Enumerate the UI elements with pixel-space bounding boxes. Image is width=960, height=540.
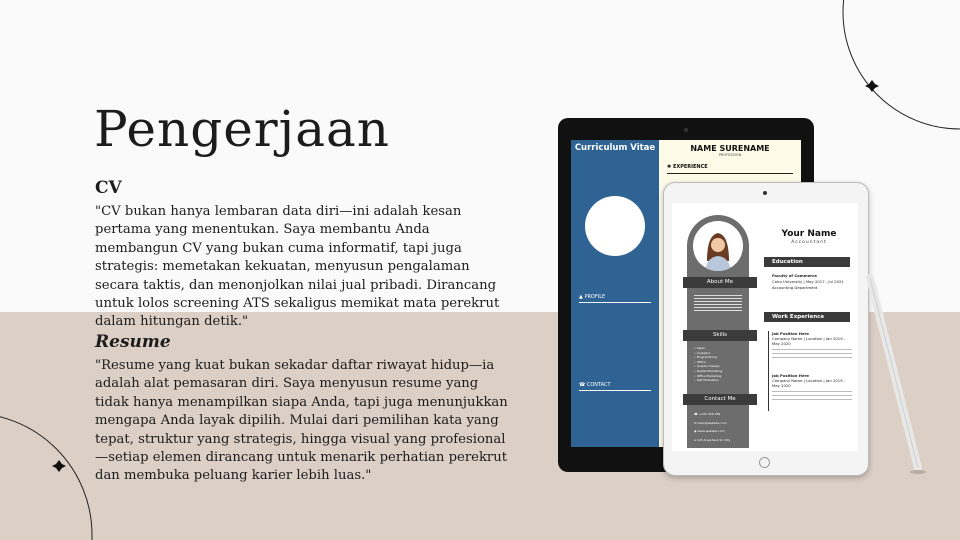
skill-item: • Office: [694, 359, 706, 364]
contact-item: ⌂ 123 Anywhere St. City: [694, 437, 731, 442]
cv-contact-label: CONTACT: [586, 382, 611, 388]
cv-description: "CV bukan hanya lembaran data diri—ini adalah kesan pertama yang menentukan. Saya membantu Anda membangun CV yang bukan cuma informatif, tapi juga strategis: memetakan kekuatan, menyusun pengalaman secara taktis, dan menonjolkan nilai jual pribadi. Dirancang untuk lolos screening ATS sekaligus memikat mata perekrut dalam hitungan detik.": [95, 204, 500, 330]
job-title: Job Position Here: [772, 331, 809, 336]
job-title: Job Position Here: [772, 373, 809, 378]
university: Cairo University | May 2017 - Jul 2021: [772, 279, 844, 284]
skill-item: • Self Motivation: [694, 378, 720, 383]
skill-item: • Digital Marketing: [694, 368, 723, 373]
job-company: Company Name | Location | Jan 2019 - May 2020: [772, 336, 846, 346]
skill-item: • Sales: [694, 346, 705, 350]
cv-heading: CV: [95, 178, 122, 198]
cv-experience-heading: ✱ EXPERIENCE: [667, 164, 708, 170]
cv-experience-label: EXPERIENCE: [672, 164, 708, 170]
work-heading: Work Experience: [764, 312, 850, 322]
skills-heading: Skills: [683, 330, 757, 341]
resume-description: "Resume yang kuat bukan sekadar daftar riwayat hidup—ia adalah alat pemasaran diri. Saya menyusun resume yang tidak hanya menampilkan siapa Anda, tapi juga menunjukkan mengapa Anda layak dipilih. Mulai dari pemilihan kata yang tepat, struktur yang strategis, hingga visual yang profesional—setiap elemen dirancang untuk menarik perhatian perekrut dan membuka peluang karier lebih luas.": [95, 358, 508, 484]
page-title: Pengerjaan: [94, 100, 391, 158]
about-heading: About Me: [683, 277, 757, 288]
cv-profession: PROFESSION: [718, 153, 742, 157]
resume-name: Your Name: [781, 229, 837, 239]
cv-contact-section: ☎ CONTACT: [579, 382, 651, 391]
contact-item: ✉ hello@website.com: [694, 420, 727, 425]
contact-item: ☎ +123 456 789: [694, 412, 721, 416]
cv-name: NAME SURENAME: [690, 144, 770, 153]
department: Accounting Department: [772, 285, 818, 290]
skill-item: • Analytics: [694, 350, 711, 355]
education-heading: Education: [764, 257, 850, 267]
skill-item: • Programming: [694, 355, 717, 360]
resume-heading: Resume: [95, 332, 171, 352]
job-company: Company Name | Location | Jan 2019 - May 2020: [772, 378, 846, 388]
skill-item: • Office Marketing: [694, 373, 722, 378]
cv-profile-label: PROFILE: [584, 294, 606, 300]
contact-item: ◉ www.website.com: [694, 429, 725, 433]
skill-item: • Graphic Design: [694, 364, 720, 369]
contact-heading: Contact Me: [683, 394, 757, 405]
resume-role: Accountant: [791, 240, 827, 245]
faculty: Faculty of Commerce: [772, 273, 817, 278]
cv-profile-section: ▲ PROFILE: [579, 294, 651, 303]
cv-side-title: Curriculum Vitae: [574, 143, 656, 153]
